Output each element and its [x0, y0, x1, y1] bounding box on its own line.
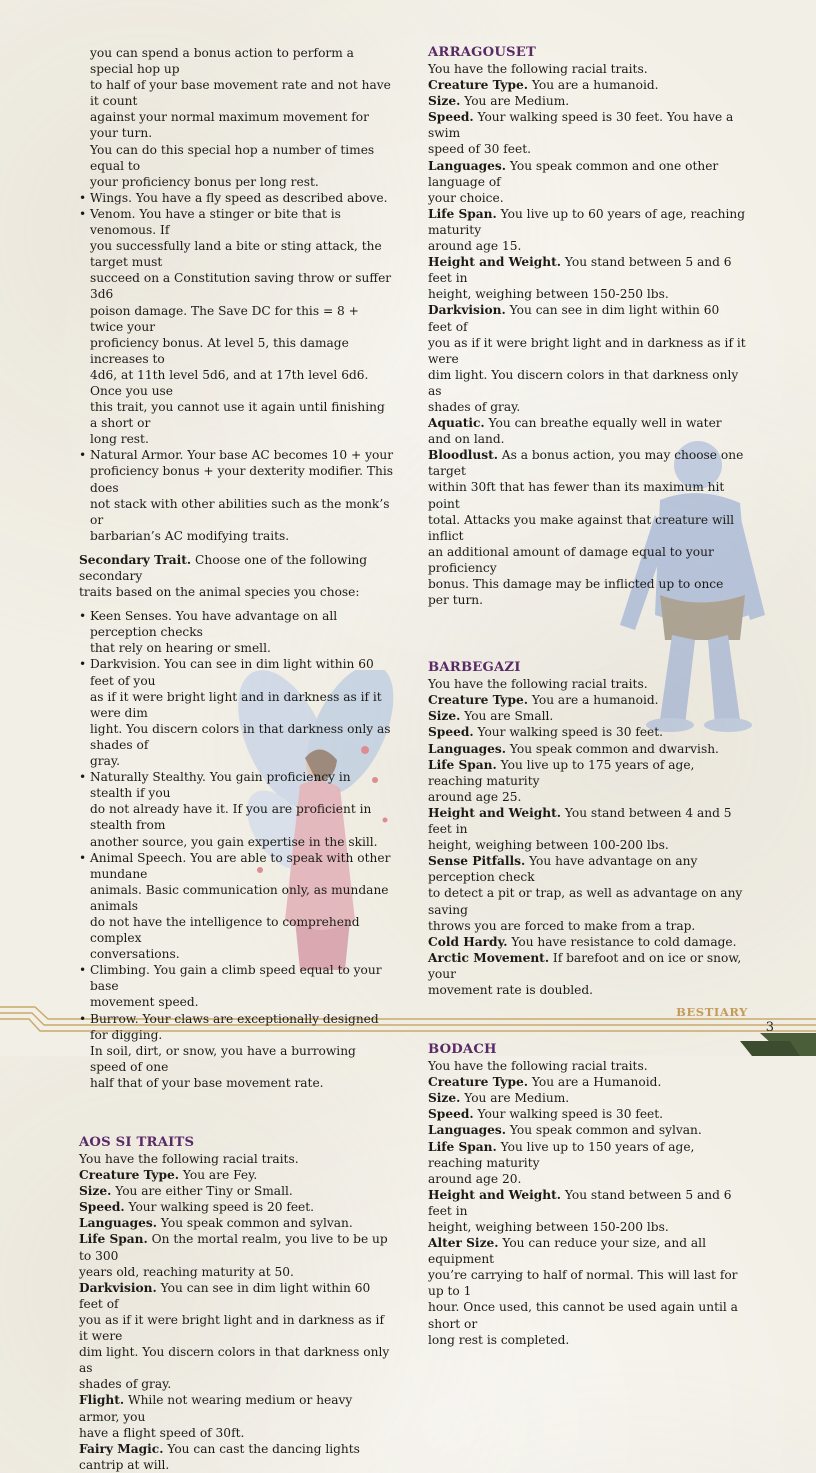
trait-text: You stand between 5 and 6 feet in: [428, 255, 732, 286]
bullet-naturally-stealthy: [79, 769, 394, 849]
trait-label: Height and Weight.: [428, 1187, 562, 1202]
section-heading-aos-si: AOS SI TRAITS: [79, 1135, 195, 1150]
text-line: as if it were bright light and in darkness as if it were dim: [90, 689, 382, 720]
left-column: [79, 45, 394, 1473]
trait-line: [79, 1441, 394, 1473]
text-line: animals. Basic communication only, as mundane animals: [90, 882, 389, 913]
trait-label: Speed.: [428, 110, 474, 125]
trait-line: [428, 1267, 746, 1299]
text-line: succeed on a Constitution saving throw or suffer 3d6: [90, 271, 392, 302]
bullet-keen-senses: [79, 608, 394, 656]
trait-text: You can cast the dancing lights cantrip at will.: [79, 1441, 360, 1472]
trait-text: height, weighing between 150-200 lbs.: [428, 1220, 669, 1234]
trait-line: [428, 853, 746, 885]
bullet-climbing: [79, 962, 394, 1010]
trait-text: You live up to 150 years of age, reaching maturity: [428, 1139, 695, 1170]
trait-label: Languages.: [79, 1216, 157, 1231]
text-line: • Keen Senses. You have advantage on all perception checks: [90, 609, 338, 640]
bullet-burrow: [79, 1011, 394, 1091]
text-line: • Wings. You have a fly speed as described above.: [90, 190, 388, 205]
trait-line: [428, 789, 746, 805]
trait-label: Aquatic.: [428, 416, 485, 431]
trait-line: [428, 1074, 746, 1090]
text-line: poison damage. The Save DC for this = 8 + twice your: [90, 303, 359, 334]
trait-text: You stand between 5 and 6 feet in: [428, 1187, 732, 1218]
trait-text: around age 25.: [428, 789, 522, 804]
text-line: movement speed.: [90, 995, 199, 1010]
trait-text: Your walking speed is 30 feet. You have a swim: [428, 110, 734, 141]
text-line: barbarian’s AC modifying traits.: [90, 528, 290, 543]
trait-label: Size.: [428, 709, 461, 724]
trait-label: Languages.: [428, 158, 506, 173]
trait-label: Fairy Magic.: [79, 1441, 164, 1456]
trait-line: [428, 1235, 746, 1267]
trait-line: [428, 512, 746, 544]
trait-line: [428, 724, 746, 740]
section-heading-barbegazi: BARBEGAZI: [428, 660, 521, 676]
page-number: 3: [765, 1020, 774, 1035]
trait-line: [428, 1090, 746, 1106]
trait-text: dim light. You discern colors in that darkness only as: [79, 1345, 390, 1376]
text-line: to half of your base movement rate and not have it count: [90, 78, 391, 109]
trait-line: [79, 1392, 394, 1424]
trait-label: Life Span.: [428, 1139, 497, 1154]
trait-line: [428, 1332, 746, 1348]
trait-text: around age 20.: [428, 1171, 522, 1186]
bullet-darkvision: [79, 656, 394, 769]
trait-text: You are Small.: [460, 709, 554, 724]
text-line: light. You discern colors in that darkness only as shades of: [90, 721, 391, 752]
trait-label: Life Span.: [79, 1232, 148, 1247]
text-line: traits based on the animal species you chose:: [79, 585, 360, 600]
trait-text: Your walking speed is 20 feet.: [124, 1200, 315, 1215]
trait-label: Languages.: [428, 741, 506, 756]
text-line: • Climbing. You gain a climb speed equal to your base: [90, 963, 382, 994]
trait-text: Your walking speed is 30 feet.: [473, 1107, 664, 1122]
trait-text: have a flight speed of 30ft.: [79, 1425, 245, 1440]
text-line: • Natural Armor. Your base AC becomes 10 + your: [90, 448, 394, 463]
trait-text: your choice.: [428, 190, 504, 205]
trait-text: you as if it were bright light and in darkness as if it were: [79, 1312, 384, 1344]
trait-line: [79, 1376, 394, 1392]
trait-label: Flight.: [79, 1393, 125, 1408]
text-line: 4d6, at 11th level 5d6, and at 17th level 6d6. Once you use: [90, 367, 369, 398]
trait-text: You are a Humanoid.: [528, 1075, 662, 1090]
text-line: not stack with other abilities such as the monk’s or: [90, 496, 390, 527]
trait-line: [428, 141, 746, 157]
section-intro: You have the following racial traits.: [79, 1152, 299, 1166]
trait-label: Arctic Movement.: [428, 950, 550, 965]
trait-line: [428, 918, 746, 934]
text-line: proficiency bonus. At level 5, this damage increases to: [90, 335, 349, 366]
trait-line: [428, 837, 746, 853]
trait-line: [428, 1187, 746, 1219]
trait-label: Life Span.: [428, 206, 497, 221]
trait-line: [428, 708, 746, 724]
text-line: • Darkvision. You can see in dim light within 60 feet of you: [90, 657, 374, 688]
trait-line: [79, 1312, 394, 1344]
aos-si-traits: [79, 1167, 394, 1473]
arragouset-traits: [428, 77, 746, 608]
bullet-wings: [79, 190, 394, 206]
wings-continuation: [79, 45, 394, 190]
text-line: your proficiency bonus per long rest.: [90, 174, 319, 189]
trait-text: You can see in dim light within 60 feet of: [79, 1280, 371, 1311]
trait-line: [79, 1425, 394, 1441]
trait-line: [79, 1215, 394, 1231]
trait-text: On the mortal realm, you live to be up to 300: [79, 1232, 388, 1263]
trait-text: dim light. You discern colors in that darkness only as: [428, 367, 739, 398]
trait-line: [428, 1299, 746, 1331]
trait-text: Your walking speed is 30 feet.: [473, 725, 664, 740]
trait-text: you’re carrying to half of normal. This will last for up to 1: [428, 1268, 738, 1299]
trait-line: [79, 1183, 394, 1199]
trait-text: You are a humanoid.: [528, 693, 659, 708]
text-line: • Burrow. Your claws are exceptionally designed for digging.: [90, 1011, 379, 1042]
trait-line: [79, 1199, 394, 1215]
trait-line: [428, 254, 746, 286]
trait-label: Alter Size.: [428, 1236, 499, 1251]
text-line: proficiency bonus + your dexterity modifier. This does: [90, 464, 393, 495]
secondary-trait-intro: [79, 552, 394, 584]
trait-label: Sense Pitfalls.: [428, 854, 526, 869]
trait-line: [428, 1219, 746, 1235]
trait-text: You stand between 4 and 5 feet in: [428, 805, 732, 837]
bullet-venom: [79, 206, 394, 447]
trait-line: [428, 238, 746, 254]
trait-text: shades of gray.: [79, 1377, 172, 1392]
trait-line: [428, 447, 746, 479]
trait-text: You can reduce your size, and all equipment: [428, 1236, 706, 1267]
trait-text: to detect a pit or trap, as well as advantage on any saving: [428, 886, 743, 917]
trait-text: You live up to 175 years of age, reaching maturity: [428, 757, 695, 788]
trait-text: You speak common and sylvan.: [157, 1216, 353, 1231]
trait-label: Creature Type.: [79, 1168, 180, 1183]
trait-text: You have advantage on any perception check: [428, 854, 698, 885]
trait-line: [428, 576, 746, 608]
text-line: conversations.: [90, 947, 180, 962]
trait-line: [428, 158, 746, 190]
trait-text: You are Medium.: [460, 1091, 570, 1106]
trait-line: [428, 1139, 746, 1171]
text-line: this trait, you cannot use it again until finishing a short or: [90, 400, 385, 431]
trait-label: Life Span.: [428, 757, 497, 772]
trait-text: You speak common and sylvan.: [506, 1123, 702, 1138]
trait-line: [428, 415, 746, 447]
text-line: long rest.: [90, 432, 149, 447]
trait-text: throws you are forced to make from a trap.: [428, 918, 696, 933]
text-line: do not already have it. If you are proficient in stealth from: [90, 802, 372, 833]
trait-label: Darkvision.: [428, 303, 506, 318]
trait-text: You live up to 60 years of age, reaching maturity: [428, 206, 746, 237]
trait-line: [428, 692, 746, 708]
bodach-traits: [428, 1074, 746, 1348]
trait-text: While not wearing medium or heavy armor, you: [79, 1393, 353, 1424]
trait-text: You have resistance to cold damage.: [507, 934, 737, 949]
section-intro: You have the following racial traits.: [428, 677, 648, 692]
trait-line: [428, 757, 746, 789]
trait-label: Cold Hardy.: [428, 934, 508, 949]
bullet-animal-speech: [79, 850, 394, 963]
trait-text: total. Attacks you make against that creature will inflict: [428, 512, 735, 543]
trait-label: Speed.: [428, 725, 474, 740]
trait-text: You can breathe equally well in water and on land.: [428, 416, 722, 447]
trait-text: height, weighing between 100-200 lbs.: [428, 838, 669, 853]
trait-line: [79, 1167, 394, 1183]
text-line: another source, you gain expertise in the skill.: [90, 834, 378, 849]
footer-section-label: BESTIARY: [676, 1005, 748, 1019]
trait-line: [79, 1264, 394, 1280]
trait-line: [428, 77, 746, 93]
trait-line: [79, 1231, 394, 1263]
trait-line: [428, 206, 746, 238]
trait-line: [79, 1344, 394, 1376]
trait-line: [428, 950, 746, 982]
trait-label: Speed.: [79, 1200, 125, 1215]
trait-text: You speak common and one other language of: [428, 158, 719, 189]
trait-line: [428, 805, 746, 837]
trait-label: Languages.: [428, 1123, 506, 1138]
trait-text: an additional amount of damage equal to your proficiency: [428, 544, 714, 575]
trait-label: Creature Type.: [428, 1075, 529, 1090]
trait-text: movement rate is doubled.: [428, 982, 594, 997]
section-intro: You have the following racial traits.: [428, 62, 648, 76]
trait-text: bonus. This damage may be inflicted up to once per turn.: [428, 577, 724, 608]
trait-label: Speed.: [428, 1107, 474, 1122]
text-line: do not have the intelligence to comprehend complex: [90, 914, 360, 946]
trait-line: [428, 1122, 746, 1138]
trait-label: Creature Type.: [428, 693, 529, 708]
text-line: • Venom. You have a stinger or bite that is venomous. If: [90, 206, 341, 238]
trait-label: Height and Weight.: [428, 255, 562, 270]
trait-line: [428, 741, 746, 757]
trait-text: shades of gray.: [428, 399, 521, 414]
trait-line: [428, 302, 746, 334]
trait-line: [428, 885, 746, 917]
text-line: half that of your base movement rate.: [90, 1075, 324, 1090]
secondary-trait-label: Secondary Trait.: [79, 552, 192, 567]
trait-text: long rest is completed.: [428, 1332, 570, 1347]
trait-label: Bloodlust.: [428, 448, 498, 463]
trait-text: height, weighing between 150-250 lbs.: [428, 287, 669, 302]
trait-line: [428, 109, 746, 141]
trait-text: years old, reaching maturity at 50.: [79, 1264, 294, 1279]
trait-line: [428, 934, 746, 950]
section-heading-arragouset: ARRAGOUSET: [428, 45, 537, 60]
text-line: • Animal Speech. You are able to speak with other mundane: [90, 850, 391, 881]
right-column: [428, 45, 746, 1348]
text-line: • Naturally Stealthy. You gain proficiency in stealth if you: [90, 770, 351, 801]
trait-text: You are Medium.: [460, 94, 570, 109]
text-line: You can do this special hop a number of times equal to: [90, 142, 375, 173]
trait-label: Size.: [428, 1091, 461, 1106]
trait-text: around age 15.: [428, 239, 522, 254]
text-line: you can spend a bonus action to perform a special hop up: [90, 46, 354, 77]
text-line: gray.: [90, 754, 121, 769]
trait-text: You are a humanoid.: [528, 78, 659, 93]
barbegazi-traits: [428, 692, 746, 998]
trait-line: [428, 367, 746, 399]
trait-line: [428, 982, 746, 998]
text-line: you successfully land a bite or sting attack, the target must: [90, 239, 382, 270]
text-line: In soil, dirt, or snow, you have a burrowing speed of one: [90, 1043, 356, 1074]
text-line: that rely on hearing or smell.: [90, 641, 271, 656]
trait-text: You speak common and dwarvish.: [506, 741, 719, 756]
trait-line: [428, 544, 746, 576]
text-run: Choose one of the following secondary: [79, 552, 367, 583]
trait-text: If barefoot and on ice or snow, your: [428, 950, 742, 981]
trait-label: Size.: [428, 94, 461, 109]
trait-line: [428, 1171, 746, 1187]
trait-text: You are Fey.: [179, 1168, 258, 1183]
trait-line: [428, 335, 746, 367]
trait-line: [428, 1106, 746, 1122]
trait-label: Height and Weight.: [428, 805, 562, 820]
trait-label: Darkvision.: [79, 1280, 157, 1295]
trait-line: [428, 399, 746, 415]
text-line: against your normal maximum movement for your turn.: [90, 110, 369, 141]
trait-label: Size.: [79, 1184, 112, 1199]
trait-text: within 30ft that has fewer than its maximum hit point: [428, 480, 725, 511]
trait-text: You are either Tiny or Small.: [111, 1184, 293, 1199]
trait-text: hour. Once used, this cannot be used again until a short or: [428, 1300, 738, 1331]
trait-label: Creature Type.: [428, 78, 529, 93]
trait-line: [428, 93, 746, 109]
trait-text: speed of 30 feet.: [428, 142, 531, 157]
trait-text: As a bonus action, you may choose one target: [428, 448, 744, 479]
trait-line: [428, 479, 746, 511]
trait-text: You can see in dim light within 60 feet of: [428, 303, 720, 334]
trait-text: you as if it were bright light and in darkness as if it were: [428, 335, 746, 366]
bullet-natural-armor: [79, 447, 394, 544]
trait-line: [428, 190, 746, 206]
section-heading-bodach: BODACH: [428, 1042, 497, 1058]
section-intro: You have the following racial traits.: [428, 1059, 648, 1074]
trait-line: [428, 286, 746, 302]
trait-line: [79, 1280, 394, 1312]
